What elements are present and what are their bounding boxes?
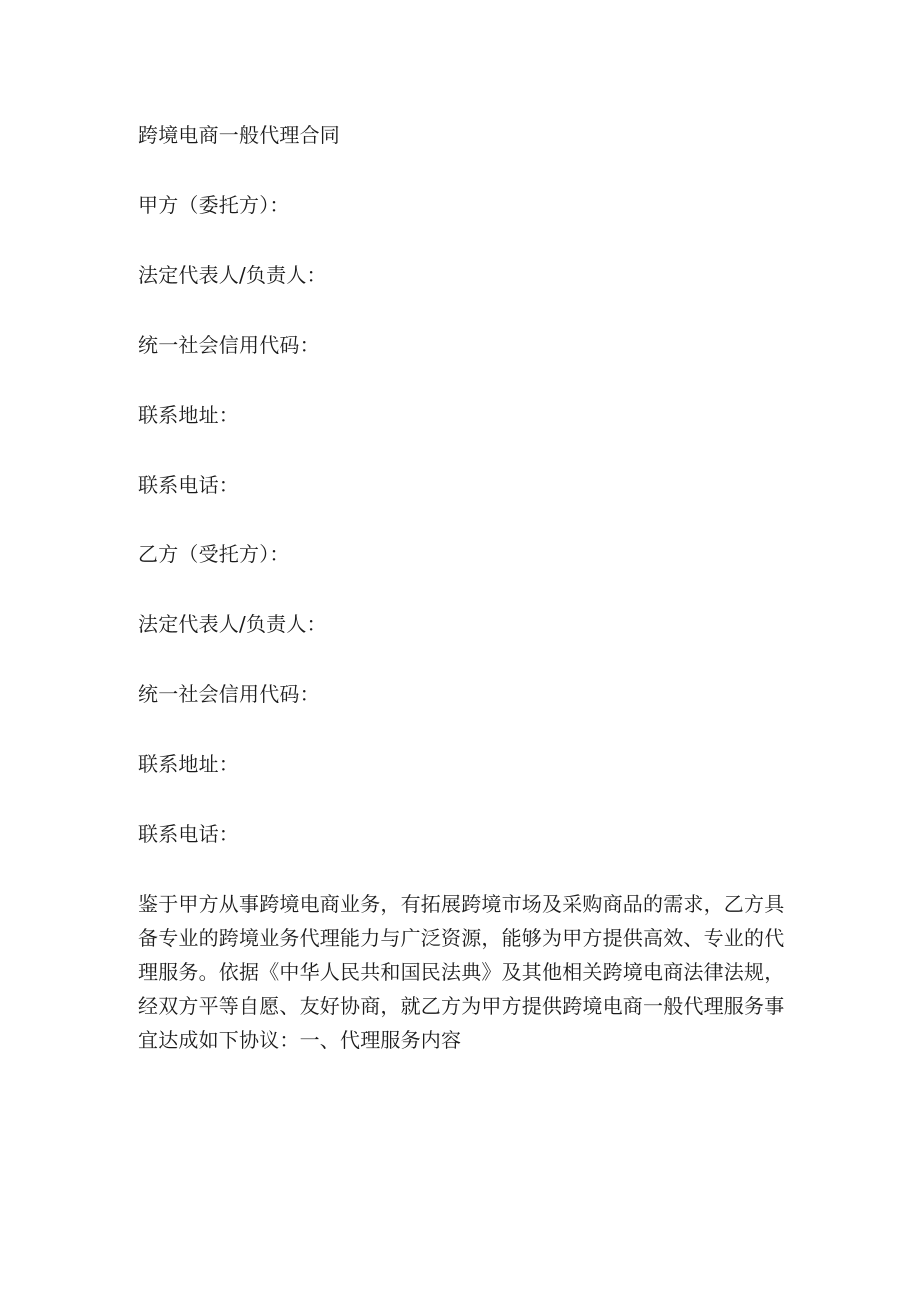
party-a-legal-rep: 法定代表人/负责人：	[138, 263, 327, 287]
party-a-credit-code: 统一社会信用代码：	[138, 333, 320, 357]
party-a-address: 联系地址：	[138, 403, 239, 427]
document-title: 跨境电商一般代理合同	[138, 123, 340, 147]
preamble-paragraph	[138, 887, 788, 1057]
party-b-legal-rep: 法定代表人/负责人：	[138, 612, 327, 636]
party-b-phone: 联系电话：	[138, 822, 239, 846]
preamble-line: 鉴于甲方从事跨境电商业务，有拓展跨境市场及采购商品的需求，乙方具	[138, 892, 785, 916]
preamble-line: 宜达成如下协议：一、代理服务内容	[138, 1028, 462, 1052]
preamble-line: 理服务。依据《中华人民共和国民法典》及其他相关跨境电商法律法规，	[138, 960, 785, 984]
party-a-heading: 甲方（委托方）：	[138, 193, 290, 217]
party-b-credit-code: 统一社会信用代码：	[138, 682, 320, 706]
party-a-phone: 联系电话：	[138, 473, 239, 497]
preamble-line: 经双方平等自愿、友好协商，就乙方为甲方提供跨境电商一般代理服务事	[138, 994, 785, 1018]
party-b-address: 联系地址：	[138, 752, 239, 776]
party-b-heading: 乙方（受托方）：	[138, 542, 290, 566]
preamble-line: 备专业的跨境业务代理能力与广泛资源，能够为甲方提供高效、专业的代	[138, 926, 785, 950]
